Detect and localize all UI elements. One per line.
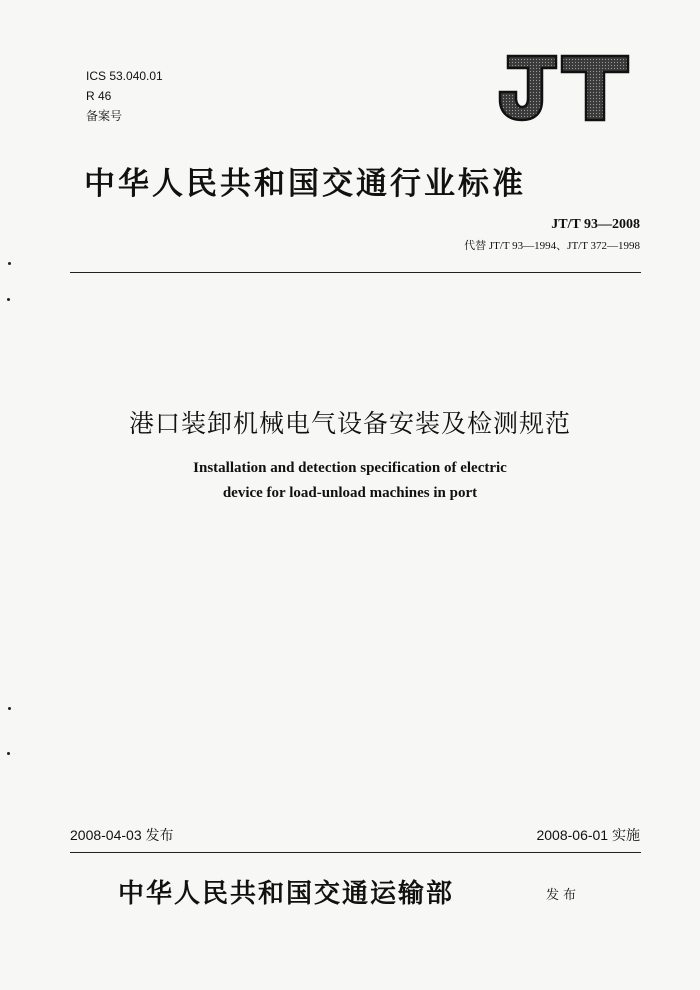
ics-code: ICS 53.040.01 [86,69,163,83]
jt-logo [496,52,632,122]
implementation-date: 2008-06-01 实施 [536,827,640,843]
english-title-line-1: Installation and detection specification of electric [193,460,507,476]
english-title-line-2: device for load-unload machines in port [222,485,478,501]
replaces-standards: 代替 JT/T 93—1994、JT/T 372—1998 [464,240,640,252]
issuing-ministry: 中华人民共和国交通运输部 [118,879,455,909]
issue-date: 2008-04-03 发布 [70,827,174,843]
class-code: R 46 [86,89,112,103]
scan-speck [7,298,10,301]
standard-type-title: 中华人民共和国交通行业标准 [84,166,526,202]
footer-divider [70,852,641,853]
classification-codes [86,66,163,126]
scan-speck [7,752,10,755]
standard-code: JT/T 93—2008 [551,217,640,232]
publish-label: 发布 [546,888,581,903]
document-title-english [0,456,700,506]
document-title-chinese: 港口装卸机械电气设备安装及检测规范 [128,409,571,438]
filing-number-label: 备案号 [86,109,123,123]
header-divider [70,272,641,273]
scan-speck [8,707,11,710]
scan-speck [8,262,11,265]
